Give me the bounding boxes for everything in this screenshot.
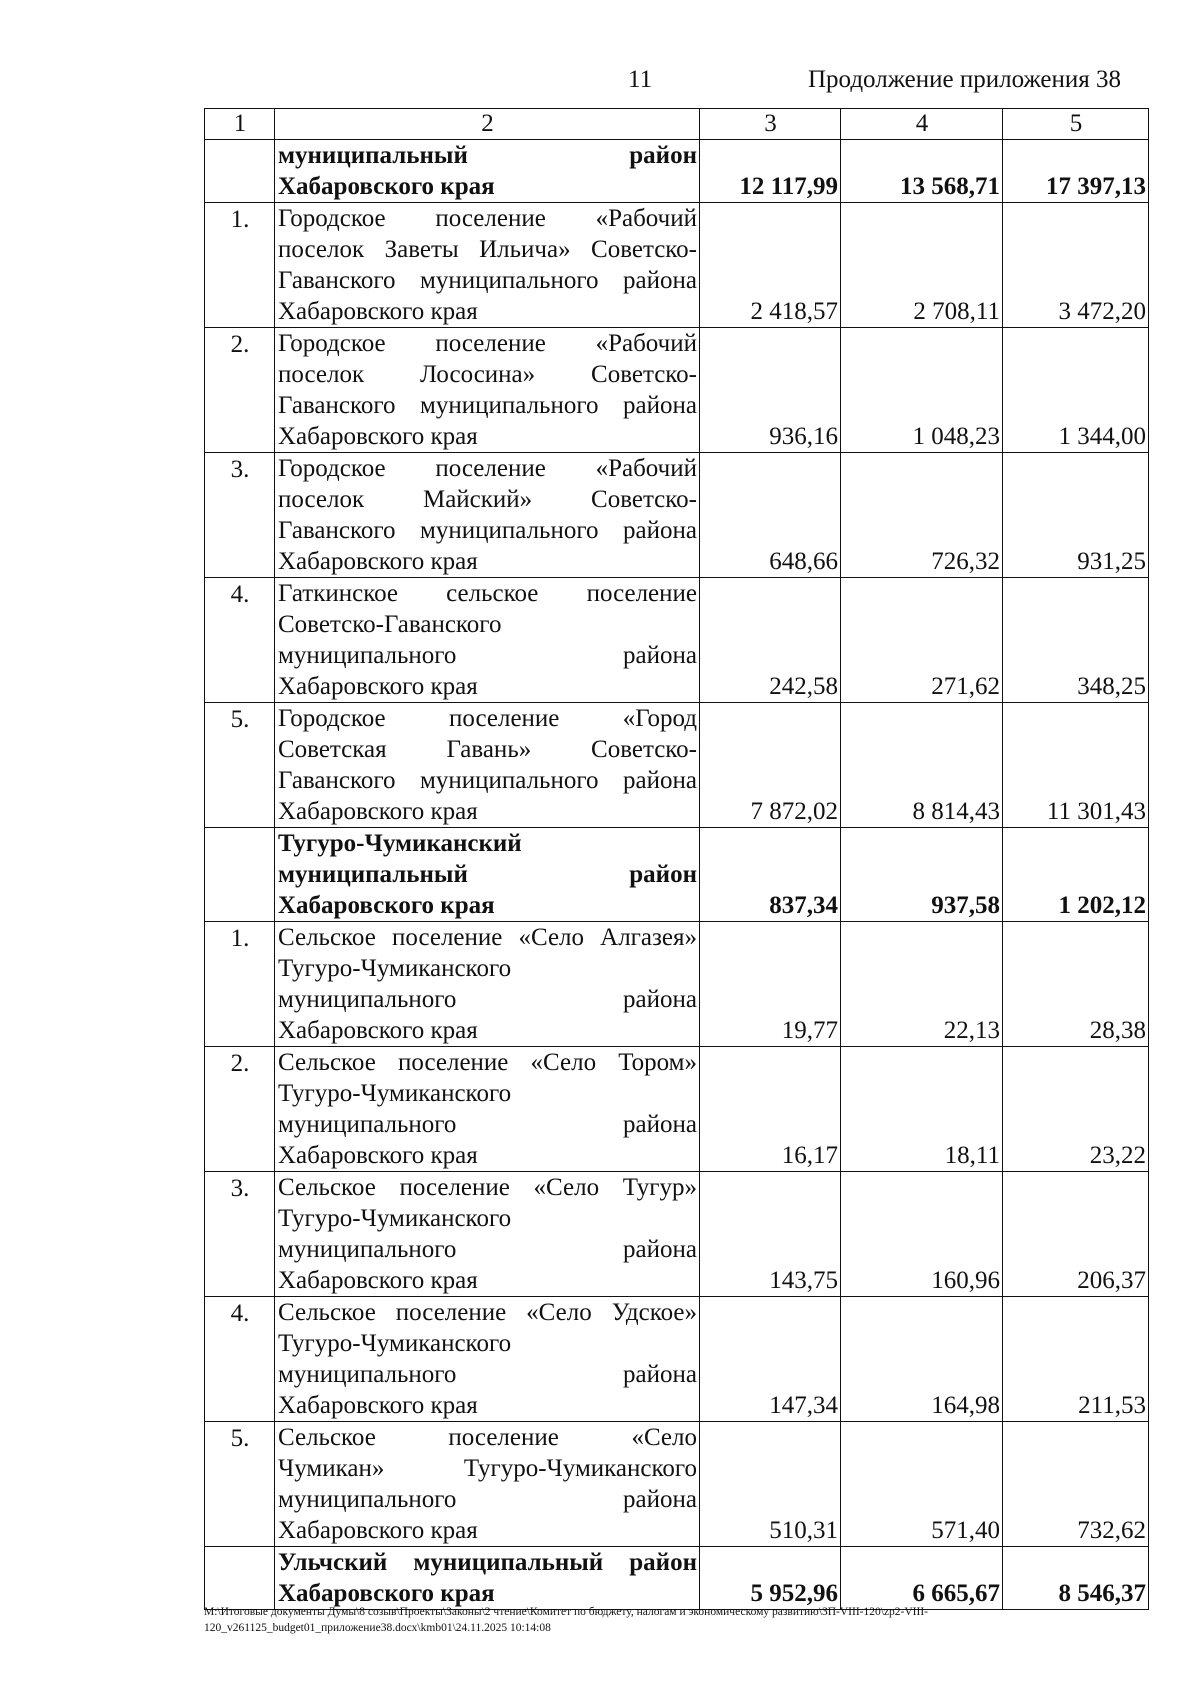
- row-number: 4.: [205, 578, 275, 703]
- district-total-row: [205, 140, 1149, 203]
- settlement-row: [205, 1422, 1149, 1547]
- row-number: [205, 828, 275, 922]
- amount-v4: 1 048,23: [841, 328, 1003, 453]
- municipality-name-line: Тугуро-Чумиканского: [278, 1330, 512, 1357]
- municipality-name-line: Гаванского муниципального района: [278, 517, 697, 544]
- municipality-name-line: поселок Заветы Ильича» Советско-: [278, 236, 697, 263]
- settlement-row: [205, 922, 1149, 1047]
- municipality-name-line: Городское поселение «Рабочий: [278, 205, 697, 232]
- amount-v3: 936,16: [700, 328, 841, 453]
- amount-v3: 2 418,57: [700, 203, 841, 328]
- file-path-footer: M:\Итоговые документы Думы\8 созыв\Проекты\Законы\2 чтение\Комитет по бюджету, налогам и экономическому развитию\ЗП-VIII-120\zp2-VIII-120_v261125_budget01_приложение38.docx\kmb01\24.11.2025 10:14:08: [204, 1606, 928, 1634]
- row-number: 5.: [205, 703, 275, 828]
- amount-v5: 1 344,00: [1003, 328, 1149, 453]
- page-number: 11: [628, 66, 653, 93]
- municipality-name: [275, 203, 700, 328]
- municipality-name-line: Хабаровского края: [278, 1267, 478, 1294]
- settlement-row: [205, 1172, 1149, 1297]
- settlement-row: [205, 1297, 1149, 1422]
- row-number: 2.: [205, 328, 275, 453]
- municipality-name-line: Сельское поселение «Село: [278, 1424, 697, 1451]
- municipality-name-line: Чумикан» Тугуро-Чумиканского: [278, 1455, 697, 1482]
- column-number: 3: [700, 109, 841, 140]
- municipality-name: [275, 578, 700, 703]
- amount-v4: 8 814,43: [841, 703, 1003, 828]
- municipality-name-line: Хабаровского края: [278, 1142, 478, 1169]
- municipality-name: [275, 1172, 700, 1297]
- municipality-name-line: поселок Майский» Советско-: [278, 486, 697, 513]
- municipality-name-line: муниципального района: [278, 1361, 697, 1388]
- amount-v3: 147,34: [700, 1297, 841, 1422]
- row-number: 3.: [205, 1172, 275, 1297]
- municipality-name-line: Сельское поселение «Село Алгазея»: [278, 924, 697, 951]
- amount-v5: 206,37: [1003, 1172, 1149, 1297]
- amount-v4: 571,40: [841, 1422, 1003, 1547]
- municipality-name-line: Хабаровского края: [278, 1017, 478, 1044]
- amount-v4: 271,62: [841, 578, 1003, 703]
- municipality-name-line: Хабаровского края: [278, 798, 478, 825]
- municipality-name-line: муниципального района: [278, 1486, 697, 1513]
- column-number: 1: [205, 109, 275, 140]
- municipality-name-line: муниципального района: [278, 986, 697, 1013]
- amount-v4: 6 665,67: [841, 1547, 1003, 1610]
- amount-v3: 648,66: [700, 453, 841, 578]
- municipality-name-line: Ульчский муниципальный район: [278, 1549, 697, 1576]
- settlement-row: [205, 703, 1149, 828]
- municipality-name-line: Городское поселение «Рабочий: [278, 455, 697, 482]
- amount-v3: 12 117,99: [700, 140, 841, 203]
- municipality-name-line: муниципальный район: [278, 142, 697, 169]
- municipality-name-line: Хабаровского края: [278, 298, 478, 325]
- amount-v4: 937,58: [841, 828, 1003, 922]
- appendix-continuation-header: Продолжение приложения 38: [808, 66, 1122, 93]
- municipality-name-line: Гаткинское сельское поселение: [278, 580, 697, 607]
- amount-v4: 726,32: [841, 453, 1003, 578]
- municipality-name-line: Тугуро-Чумиканский: [278, 830, 522, 857]
- amount-v3: 242,58: [700, 578, 841, 703]
- row-number: 4.: [205, 1297, 275, 1422]
- settlement-row: [205, 328, 1149, 453]
- amount-v3: 837,34: [700, 828, 841, 922]
- amount-v5: 1 202,12: [1003, 828, 1149, 922]
- column-number: 4: [841, 109, 1003, 140]
- amount-v5: 8 546,37: [1003, 1547, 1149, 1610]
- municipality-name-line: Советско-Гаванского: [278, 611, 502, 638]
- row-number: [205, 1547, 275, 1610]
- municipality-name-line: Тугуро-Чумиканского: [278, 955, 512, 982]
- municipality-name-line: Хабаровского края: [278, 173, 495, 200]
- municipality-name-line: Городское поселение «Город: [278, 705, 697, 732]
- column-number-row: [205, 109, 1149, 140]
- municipality-name-line: Сельское поселение «Село Тугур»: [278, 1174, 697, 1201]
- municipality-name: [275, 703, 700, 828]
- amount-v3: 7 872,02: [700, 703, 841, 828]
- municipality-name-line: муниципального района: [278, 1236, 697, 1263]
- municipality-name: [275, 1547, 700, 1610]
- amount-v5: 28,38: [1003, 922, 1149, 1047]
- municipality-name-line: Городское поселение «Рабочий: [278, 330, 697, 357]
- municipality-name-line: Хабаровского края: [278, 423, 478, 450]
- row-number: 3.: [205, 453, 275, 578]
- row-number: [205, 140, 275, 203]
- municipality-name: [275, 140, 700, 203]
- row-number: 1.: [205, 203, 275, 328]
- municipality-name-line: Хабаровского края: [278, 892, 495, 919]
- municipality-name: [275, 1297, 700, 1422]
- row-number: 2.: [205, 1047, 275, 1172]
- settlement-row: [205, 203, 1149, 328]
- municipality-name-line: Сельское поселение «Село Тором»: [278, 1049, 697, 1076]
- amount-v5: 17 397,13: [1003, 140, 1149, 203]
- amount-v3: 16,17: [700, 1047, 841, 1172]
- amount-v4: 164,98: [841, 1297, 1003, 1422]
- row-number: 1.: [205, 922, 275, 1047]
- municipality-name-line: поселок Лососина» Советско-: [278, 361, 697, 388]
- amount-v5: 931,25: [1003, 453, 1149, 578]
- amount-v3: 5 952,96: [700, 1547, 841, 1610]
- amount-v3: 510,31: [700, 1422, 841, 1547]
- municipality-name-line: Хабаровского края: [278, 1517, 478, 1544]
- row-number: 5.: [205, 1422, 275, 1547]
- amount-v5: 11 301,43: [1003, 703, 1149, 828]
- amount-v3: 19,77: [700, 922, 841, 1047]
- municipality-name-line: Хабаровского края: [278, 1392, 478, 1419]
- municipality-name-line: муниципального района: [278, 1111, 697, 1138]
- amount-v5: 23,22: [1003, 1047, 1149, 1172]
- municipality-name-line: Тугуро-Чумиканского: [278, 1080, 512, 1107]
- amount-v3: 143,75: [700, 1172, 841, 1297]
- municipality-name: [275, 1422, 700, 1547]
- district-total-row: [205, 1547, 1149, 1610]
- municipality-name: [275, 453, 700, 578]
- municipality-name: [275, 922, 700, 1047]
- municipality-name-line: Гаванского муниципального района: [278, 392, 697, 419]
- municipality-name-line: Хабаровского края: [278, 548, 478, 575]
- amount-v5: 211,53: [1003, 1297, 1149, 1422]
- municipality-name-line: муниципальный район: [278, 861, 697, 888]
- municipality-name-line: Советская Гавань» Советско-: [278, 736, 697, 763]
- municipality-name-line: Гаванского муниципального района: [278, 267, 697, 294]
- amount-v4: 160,96: [841, 1172, 1003, 1297]
- municipality-name-line: Гаванского муниципального района: [278, 767, 697, 794]
- amount-v5: 3 472,20: [1003, 203, 1149, 328]
- district-total-row: [205, 828, 1149, 922]
- municipality-name-line: Тугуро-Чумиканского: [278, 1205, 512, 1232]
- amount-v4: 22,13: [841, 922, 1003, 1047]
- column-number: 2: [275, 109, 700, 140]
- municipality-name: [275, 328, 700, 453]
- amount-v4: 13 568,71: [841, 140, 1003, 203]
- amount-v4: 2 708,11: [841, 203, 1003, 328]
- settlement-row: [205, 453, 1149, 578]
- municipality-name-line: Хабаровского края: [278, 673, 478, 700]
- municipality-name-line: муниципального района: [278, 642, 697, 669]
- settlement-row: [205, 578, 1149, 703]
- amount-v5: 732,62: [1003, 1422, 1149, 1547]
- settlement-row: [205, 1047, 1149, 1172]
- budget-table: [204, 108, 1149, 1610]
- municipality-name: [275, 1047, 700, 1172]
- municipality-name: [275, 828, 700, 922]
- column-number: 5: [1003, 109, 1149, 140]
- amount-v4: 18,11: [841, 1047, 1003, 1172]
- amount-v5: 348,25: [1003, 578, 1149, 703]
- municipality-name-line: Сельское поселение «Село Удское»: [278, 1299, 697, 1326]
- municipality-name-line: Хабаровского края: [278, 1580, 495, 1607]
